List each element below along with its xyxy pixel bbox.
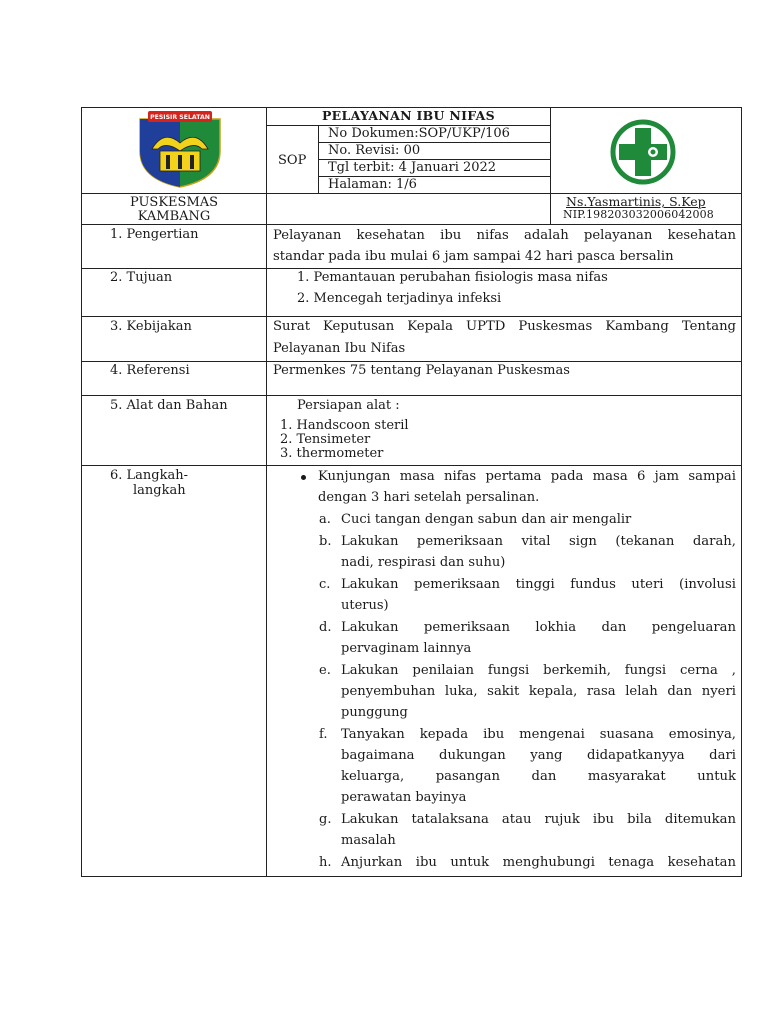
step-f-letter: f. [319, 727, 328, 742]
signer-name: Ns.Yasmartinis, S.Kep [566, 194, 706, 209]
alat-heading: Persiapan alat : [297, 398, 400, 413]
pengertian-line1: Pelayanan kesehatan ibu nifas adalah pelayanan kesehatan [273, 228, 736, 243]
alat-item-2: 2. Tensimeter [280, 432, 371, 447]
label-langkah-2: langkah [133, 483, 186, 498]
step-g-line2: masalah [341, 833, 396, 848]
svg-text:PESISIR SELATAN: PESISIR SELATAN [150, 114, 210, 121]
regency-logo [134, 109, 226, 189]
signer-nip: NIP.198203032006042008 [563, 208, 714, 221]
sop-title: PELAYANAN IBU NIFAS [321, 108, 496, 123]
page-number: Halaman: 1/6 [328, 177, 417, 192]
step-f-line1: Tanyakan kepada ibu mengenai suasana emosinya, [341, 727, 736, 742]
step-e-line1: Lakukan penilaian fungsi berkemih, fungsi cerna , [341, 663, 736, 678]
step-b-line1: Lakukan pemeriksaan vital sign (tekanan darah, [341, 534, 736, 549]
step-a-letter: a. [319, 512, 331, 527]
tujuan-item-2: 2. Mencegah terjadinya infeksi [297, 291, 502, 306]
label-pengertian: 1. Pengertian [110, 227, 199, 242]
health-cross-logo [609, 114, 677, 190]
org-name-line2: KAMBANG [137, 209, 211, 224]
step-b-line2: nadi, respirasi dan suhu) [341, 555, 506, 570]
kebijakan-line2: Pelayanan Ibu Nifas [273, 341, 406, 356]
step-e-line2: penyembuhan luka, sakit kepala, rasa lelah dan nyeri [341, 684, 736, 699]
step-c-line2: uterus) [341, 598, 389, 613]
step-e-line3: punggung [341, 705, 408, 720]
step-a-line1: Cuci tangan dengan sabun dan air mengalir [341, 512, 632, 527]
sop-label: SOP [278, 153, 307, 168]
step-g-line1: Lakukan tatalaksana atau rujuk ibu bila ditemukan [341, 812, 736, 827]
step-d-line1: Lakukan pemeriksaan lokhia dan pengeluaran [341, 620, 736, 635]
kebijakan-line1: Surat Keputusan Kepala UPTD Puskesmas Kambang Tentang [273, 319, 736, 334]
label-langkah-1: 6. Langkah- [110, 468, 189, 483]
label-kebijakan: 3. Kebijakan [110, 319, 192, 334]
label-tujuan: 2. Tujuan [110, 270, 173, 285]
alat-item-1: 1. Handscoon steril [280, 418, 409, 433]
step-h-letter: h. [319, 855, 332, 870]
step-f-line2: bagaimana dukungan yang didapatkanyya dari [341, 748, 736, 763]
step-h-line1: Anjurkan ibu untuk menghubungi tenaga kesehatan [341, 855, 736, 870]
label-alat: 5. Alat dan Bahan [110, 398, 228, 413]
alat-item-3: 3. thermometer [280, 446, 384, 461]
step-d-letter: d. [319, 620, 332, 635]
step-e-letter: e. [319, 663, 331, 678]
revision-number: No. Revisi: 00 [328, 143, 421, 158]
step-b-letter: b. [319, 534, 332, 549]
step-g-letter: g. [319, 812, 332, 827]
step-f-line3: keluarga, pasangan dan masyarakat untuk [341, 769, 736, 784]
tujuan-item-1: 1. Pemantauan perubahan fisiologis masa nifas [297, 270, 608, 285]
step-c-letter: c. [319, 577, 331, 592]
bullet-dot-icon [301, 475, 306, 480]
org-name-line1: PUSKESMAS [129, 195, 219, 210]
referensi-text: Permenkes 75 tentang Pelayanan Puskesmas [273, 363, 570, 378]
step-c-line1: Lakukan pemeriksaan tinggi fundus uteri (involusi [341, 577, 736, 592]
issue-date: Tgl terbit: 4 Januari 2022 [328, 160, 497, 175]
langkah-bullet-line2: dengan 3 hari setelah persalinan. [318, 490, 540, 505]
step-f-line4: perawatan bayinya [341, 790, 467, 805]
doc-number: No Dokumen:SOP/UKP/106 [328, 126, 510, 141]
label-referensi: 4. Referensi [110, 363, 190, 378]
langkah-bullet-line1: Kunjungan masa nifas pertama pada masa 6 jam sampai [318, 469, 736, 484]
step-d-line2: pervaginam lainnya [341, 641, 472, 656]
pengertian-line2: standar pada ibu mulai 6 jam sampai 42 hari pasca bersalin [273, 249, 674, 264]
